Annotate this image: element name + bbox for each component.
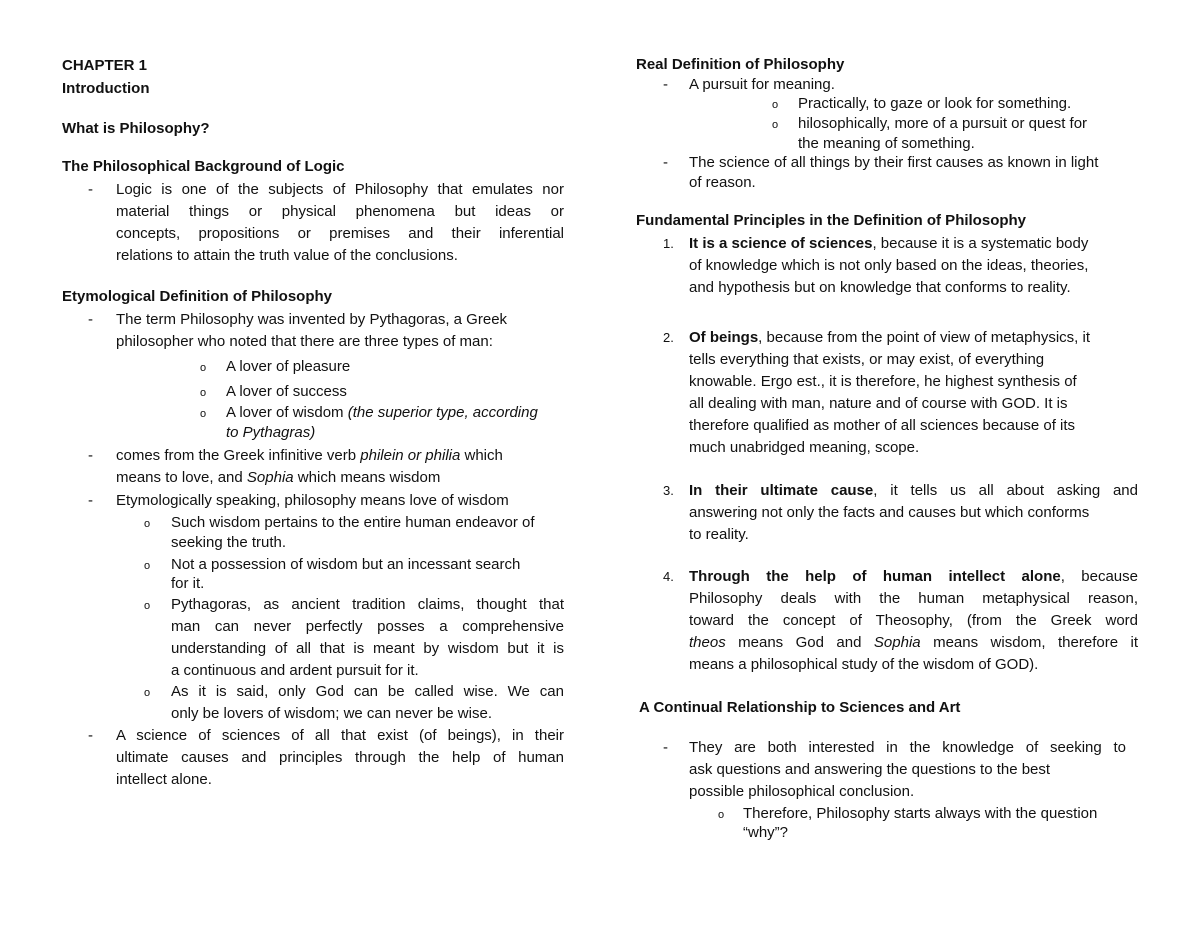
text-run: which (460, 447, 503, 464)
paragraph-line: to reality. (689, 526, 749, 543)
paragraph-line (689, 328, 1090, 348)
dash-bullet: - (88, 311, 93, 328)
list-item (226, 403, 538, 423)
paragraph-line: answering not only the facts and causes but which conforms (689, 504, 1090, 521)
paragraph-line: means a philosophical study of the wisdom of GOD). (689, 656, 1039, 673)
text-run-italic: Sophia (246, 469, 294, 486)
paragraph-line: A science of sciences of all that exist (of beings), in their (116, 727, 564, 744)
list-item: Therefore, Philosophy starts always with the question (743, 805, 1098, 822)
paragraph-line (689, 234, 1088, 254)
paragraph-line: philosopher who noted that there are three types of man: (116, 333, 493, 350)
paragraph-line (689, 481, 1138, 501)
text-run: which means wisdom (293, 469, 441, 486)
list-item-continuation: only be lovers of wisdom; we can never be wise. (171, 705, 492, 722)
section-heading-background: The Philosophical Background of Logic (62, 158, 345, 175)
paragraph-line: Etymologically speaking, philosophy means love of wisdom (116, 492, 509, 509)
circle-bullet: o (200, 362, 207, 374)
text-run: A lover of wisdom (226, 404, 348, 421)
paragraph-line: The term Philosophy was invented by Pythagoras, a Greek (116, 311, 508, 328)
text-run-italic: (the superior type, according (347, 404, 538, 421)
dash-bullet: - (663, 739, 668, 756)
paragraph-line: Logic is one of the subjects of Philosophy that emulates nor (116, 181, 564, 198)
section-heading-what-is: What is Philosophy? (62, 120, 210, 137)
section-heading-fundamental: Fundamental Principles in the Definition of Philosophy (636, 212, 1027, 229)
circle-bullet: o (144, 560, 151, 572)
list-item: Such wisdom pertains to the entire human endeavor of (171, 514, 535, 531)
text-run-bold: Of beings (689, 329, 759, 346)
circle-bullet: o (200, 387, 207, 399)
list-number: 3. (663, 483, 674, 498)
circle-bullet: o (144, 518, 151, 530)
text-run-italic: Sophia (873, 634, 921, 651)
paragraph-line (689, 567, 1138, 587)
list-number: 2. (663, 330, 674, 345)
list-item-continuation: a continuous and ardent pursuit for it. (171, 662, 419, 679)
paragraph-line: material things or physical phenomena but ideas or (116, 203, 564, 220)
paragraph-line: A pursuit for meaning. (689, 76, 835, 93)
paragraph-line: possible philosophical conclusion. (689, 783, 915, 800)
text-run-bold: Through the help of human intellect alone (689, 568, 1061, 585)
text-run-bold: In their ultimate cause (689, 482, 874, 499)
text-run-italic: theos (689, 634, 726, 651)
paragraph-line: Philosophy deals with the human metaphysical reason, (689, 590, 1138, 607)
list-item-continuation: understanding of all that is meant by wisdom but it is (171, 640, 564, 657)
paragraph-line: knowable. Ergo est., it is therefore, he highest synthesis of (689, 373, 1077, 390)
paragraph-line (116, 468, 440, 488)
paragraph-line: intellect alone. (116, 771, 212, 788)
list-number: 4. (663, 569, 674, 584)
circle-bullet: o (718, 809, 725, 821)
text-run-italic: philein or philia (360, 447, 461, 464)
list-item-continuation: to Pythagras) (226, 424, 316, 441)
paragraph-line: and hypothesis but on knowledge that conforms to reality. (689, 279, 1071, 296)
text-run: means God and (725, 634, 874, 651)
paragraph-line: toward the concept of Theosophy, (from the Greek word (689, 612, 1138, 629)
list-item: A lover of success (226, 383, 347, 400)
list-item: Not a possession of wisdom but an incessant search (171, 556, 521, 573)
circle-bullet: o (144, 687, 151, 699)
text-run: , because it is a systematic body (872, 235, 1089, 252)
dash-bullet: - (88, 727, 93, 744)
list-item-continuation: man can never perfectly posses a comprehensive (171, 618, 564, 635)
section-heading-relationship: A Continual Relationship to Sciences and Art (639, 699, 961, 716)
text-run: comes from the Greek infinitive verb (116, 447, 361, 464)
list-item: A lover of pleasure (226, 358, 351, 375)
list-item-continuation: seeking the truth. (171, 534, 287, 551)
list-number: 1. (663, 236, 674, 251)
list-item: Practically, to gaze or look for something. (798, 95, 1072, 112)
circle-bullet: o (772, 99, 779, 111)
paragraph-line: relations to attain the truth value of the conclusions. (116, 247, 458, 264)
paragraph-line: much unabridged meaning, scope. (689, 439, 920, 456)
dash-bullet: - (663, 154, 668, 171)
section-heading-etymological: Etymological Definition of Philosophy (62, 288, 333, 305)
dash-bullet: - (88, 492, 93, 509)
text-run: means wisdom, therefore it (920, 634, 1138, 651)
paragraph-line: of reason. (689, 174, 756, 191)
text-run-bold: It is a science of sciences (689, 235, 873, 252)
section-heading-real-definition: Real Definition of Philosophy (636, 56, 845, 73)
paragraph-line: of knowledge which is not only based on the ideas, theories, (689, 257, 1089, 274)
list-item: Pythagoras, as ancient tradition claims, thought that (171, 596, 564, 613)
paragraph-line: all dealing with man, nature and of course with GOD. It is (689, 395, 1068, 412)
paragraph-line (689, 633, 1138, 653)
paragraph-line: tells everything that exists, or may exist, of everything (689, 351, 1045, 368)
paragraph-line: concepts, propositions or premises and their inferential (116, 225, 564, 242)
paragraph-line (116, 446, 503, 466)
paragraph-line: The science of all things by their first causes as known in light (689, 154, 1099, 171)
dash-bullet: - (663, 76, 668, 93)
dash-bullet: - (88, 181, 93, 198)
list-item-continuation: the meaning of something. (798, 135, 975, 152)
paragraph-line: They are both interested in the knowledge of seeking to (689, 739, 1126, 756)
list-item: As it is said, only God can be called wise. We can (171, 683, 564, 700)
list-item: hilosophically, more of a pursuit or quest for (798, 115, 1088, 132)
text-run: , it tells us all about asking and (873, 482, 1138, 499)
circle-bullet: o (200, 408, 207, 420)
dash-bullet: - (88, 447, 93, 464)
circle-bullet: o (144, 600, 151, 612)
paragraph-line: ultimate causes and principles through the help of human (116, 749, 564, 766)
list-item-continuation: “why”? (743, 824, 789, 841)
list-item-continuation: for it. (171, 575, 205, 592)
chapter-subtitle: Introduction (62, 80, 150, 97)
text-run: means to love, and (116, 469, 247, 486)
paragraph-line: ask questions and answering the questions to the best (689, 761, 1051, 778)
text-run: , because (1060, 568, 1138, 585)
paragraph-line: therefore qualified as mother of all sciences because of its (689, 417, 1076, 434)
circle-bullet: o (772, 119, 779, 131)
chapter-title: CHAPTER 1 (62, 57, 148, 74)
text-run: , because from the point of view of metaphysics, it (758, 329, 1090, 346)
